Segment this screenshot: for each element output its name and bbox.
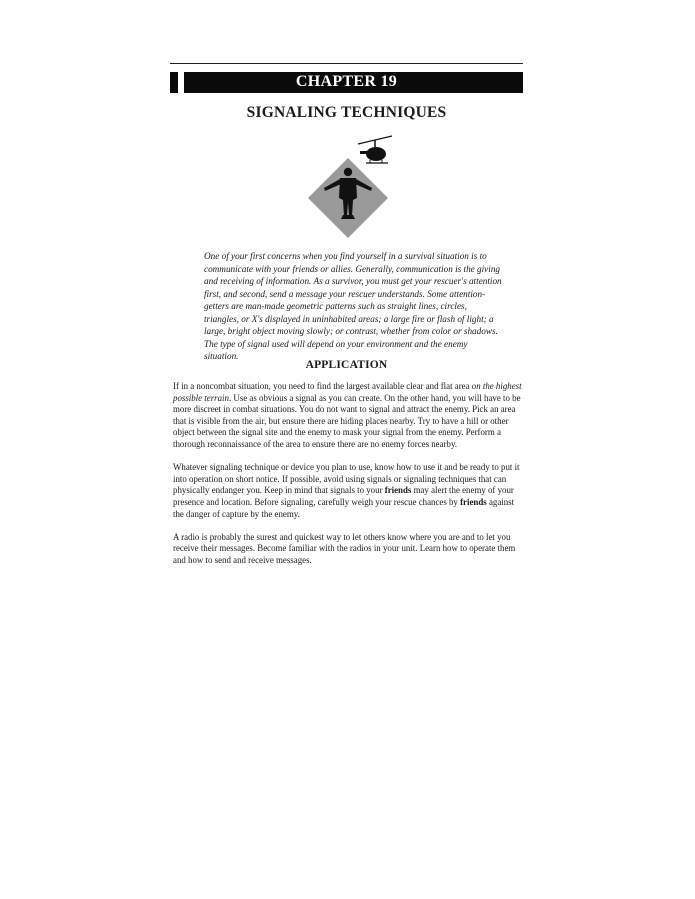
paragraph-3: A radio is probably the surest and quickest way to let others know where you are and to let you receive their messages. Become familiar with the radios in your unit. Learn how to operate them and how to send and receive messages. — [173, 531, 516, 565]
chapter-title: SIGNALING TECHNIQUES — [246, 104, 447, 121]
application-heading: APPLICATION — [305, 359, 388, 371]
paragraph-2-bold-friends-2: friends — [460, 496, 487, 507]
signaling-figure-helicopter-icon — [300, 130, 400, 240]
paragraph-2-text: Whatever signaling technique or device you plan to use, know how to use it and be ready to put it into operation on short notice. If possible, avoid using signals or signaling techniques that can physically endanger you. Keep in mind that signals to your — [173, 462, 520, 496]
application-body — [173, 381, 526, 578]
paragraph-1 — [173, 381, 526, 451]
intro-paragraph — [204, 250, 504, 363]
helicopter-icon — [358, 136, 392, 163]
paragraph-2-text-mid: may alert the enemy of your presence and location. Before signaling, carefully weigh your rescue chances by — [173, 485, 514, 507]
chapter-banner — [170, 72, 523, 93]
chapter-label: CHAPTER 19 — [295, 73, 398, 90]
paragraph-1-text-end: . Use as obvious a signal as you can create. On the other hand, you will have to be more discreet in combat situations. You do not want to signal and attract the enemy. Pick an area that is visible from the air, but ensure there are hiding places nearby. Try to have a hill or other object between the signal site and the enemy to mask your signal from the enemy. Perform a thorough reconnaissance of the area to ensure there are no enemy forces nearby. — [173, 392, 521, 449]
paragraph-2-text-end: against the danger of capture by the enemy. — [173, 496, 515, 519]
intro-text: One of your first concerns when you find yourself in a survival situation is to communicate with your friends or allies. Generally, communication is the giving and receiving of information. As a survivor, you must get your rescuer's attention first, and second, send a message your rescuer understands. Some attention-getters are man-made geometric patterns such as straight lines, circles, triangles, or X's displayed in uninhabited areas; a large fire or flash of light; a large, bright object moving slowly; or contrast, whether from color or shadows. The type of signal used will depend on your environment and the enemy situation. — [204, 251, 502, 361]
paragraph-2 — [173, 462, 526, 520]
paragraph-1-text: If in a noncombat situation, you need to find the largest available clear and flat area — [173, 381, 472, 391]
paragraph-2-bold-friends: friends — [384, 485, 412, 496]
paragraph-1-emphasis: on the highest possible terrain — [173, 381, 522, 403]
top-rule — [170, 63, 523, 64]
